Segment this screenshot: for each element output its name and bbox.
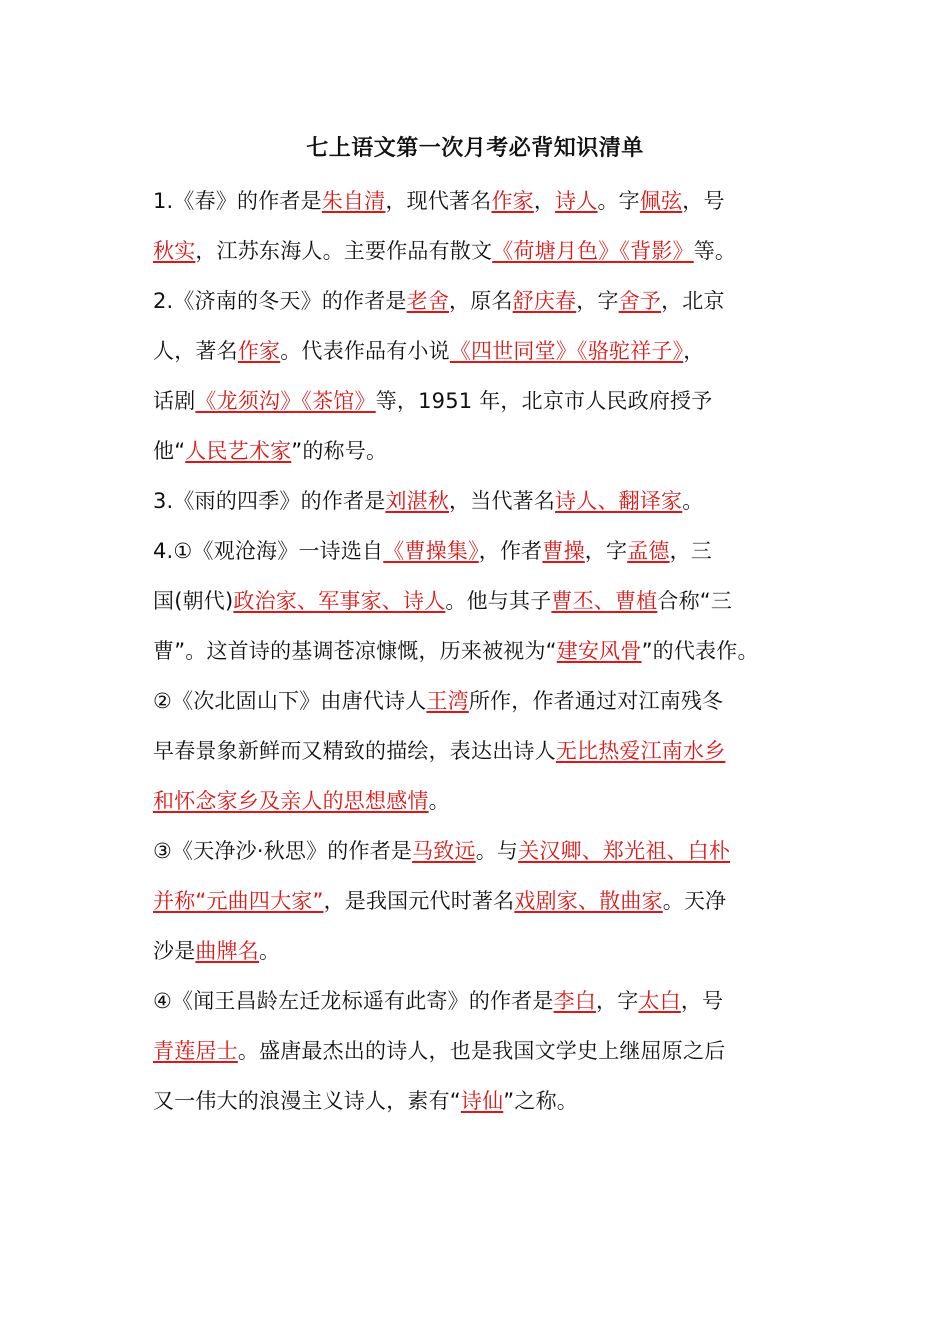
answer-text: 《四世同堂》《骆驼祥子》 <box>449 339 684 363</box>
body-text: 。 <box>259 939 281 963</box>
answer-text: 曹操 <box>542 539 585 563</box>
text-line <box>153 176 813 226</box>
body-text: ，原名 <box>449 289 513 313</box>
body-text: ，北京 <box>661 289 725 313</box>
body-text: ②《次北固山下》由唐代诗人 <box>153 689 427 713</box>
document-title: 七上语文第一次月考必背知识清单 <box>306 136 644 161</box>
answer-text: 诗人 <box>555 189 598 213</box>
body-text: ， <box>533 189 556 213</box>
text-line <box>153 1026 813 1076</box>
answer-text: 《荷塘月色》《背影》 <box>492 239 694 263</box>
text-line <box>153 226 813 276</box>
answer-text: 政治家、军事家、诗人 <box>233 589 446 613</box>
text-line <box>153 426 813 476</box>
body-text: 话剧 <box>153 389 196 413</box>
body-text: 国(朝代) <box>153 589 234 613</box>
answer-text: 和怀念家乡及亲人的思想感情 <box>153 789 429 813</box>
answer-text: 王湾 <box>426 689 469 713</box>
text-line <box>153 576 813 626</box>
answer-text: 老舍 <box>406 289 450 313</box>
body-text: ，现代著名 <box>385 189 492 213</box>
body-text: ”的代表作。 <box>641 639 759 663</box>
text-line <box>153 726 813 776</box>
body-text: 。盛唐最杰出的诗人，也是我国文学史上继屈原之后 <box>237 1039 726 1063</box>
text-line <box>153 276 813 326</box>
body-text: ，江苏东海人。主要作品有散文 <box>195 239 493 263</box>
answer-text: 无比热爱江南水乡 <box>555 739 726 763</box>
body-text: 3.《雨的四季》的作者是 <box>153 489 386 513</box>
body-text: 。天净 <box>662 889 727 913</box>
answer-text: 佩弦 <box>639 189 683 213</box>
text-line <box>153 526 813 576</box>
body-text: ，号 <box>680 989 724 1013</box>
body-text: ，字 <box>576 289 619 313</box>
answer-text: 马致远 <box>412 839 476 863</box>
body-text: ”的称号。 <box>291 439 388 463</box>
answer-text: 建安风骨 <box>556 639 642 663</box>
body-text: ，当代著名 <box>449 489 556 513</box>
answer-text: 青莲居士 <box>153 1039 238 1063</box>
text-line <box>153 326 813 376</box>
text-line <box>153 376 813 426</box>
body-text: 所作，作者通过对江南残冬 <box>468 689 724 713</box>
body-text: 等。 <box>693 239 737 263</box>
body-text: ，三 <box>669 539 712 563</box>
body-text: 4.①《观沧海》一诗选自 <box>153 539 384 563</box>
answer-text: 人民艺术家 <box>185 439 292 463</box>
answer-text: 舍予 <box>618 289 662 313</box>
body-text: 。 <box>682 489 704 513</box>
body-text: ③《天净沙·秋思》的作者是 <box>153 839 413 863</box>
answer-text: 作家 <box>491 189 534 213</box>
body-text: 他“ <box>153 439 186 463</box>
body-text: 。字 <box>597 189 640 213</box>
body-text: 。 <box>428 789 450 813</box>
text-line <box>153 826 813 876</box>
answer-text: 《曹操集》 <box>383 539 479 563</box>
body-text: 2.《济南的冬天》的作者是 <box>153 289 407 313</box>
body-text: 早春景象新鲜而又精致的描绘，表达出诗人 <box>153 739 556 763</box>
body-text: 。代表作品有小说 <box>280 339 450 363</box>
answer-text: 并称“元曲四大家” <box>153 889 324 913</box>
body-text: ，字 <box>596 989 639 1013</box>
body-text: 曹”。这首诗的基调苍凉慷慨，历来被视为“ <box>153 639 557 663</box>
answer-text: 舒庆春 <box>512 289 577 313</box>
answer-text: 朱自清 <box>321 189 386 213</box>
text-line <box>153 776 813 826</box>
answer-text: 戏剧家、散曲家 <box>514 889 663 913</box>
body-text: ④《闻王昌龄左迁龙标遥有此寄》的作者是 <box>153 989 554 1013</box>
answer-text: 孟德 <box>627 539 670 563</box>
answer-text: 刘湛秋 <box>385 489 450 513</box>
body-text: ，是我国元代时著名 <box>323 889 515 913</box>
text-line <box>153 1076 813 1126</box>
body-text: 。他与其子 <box>445 589 552 613</box>
answer-text: 曲牌名 <box>195 939 260 963</box>
answer-text: 秋实 <box>153 239 196 263</box>
body-text: 沙是 <box>153 939 196 963</box>
text-line <box>153 676 813 726</box>
body-text: ， <box>683 339 705 363</box>
answer-text: 诗仙 <box>460 1089 504 1113</box>
answer-text: 《龙须沟》《茶馆》 <box>195 389 376 413</box>
body-text: 1.《春》的作者是 <box>153 189 322 213</box>
body-text: ，作者 <box>478 539 543 563</box>
text-line <box>153 626 813 676</box>
answer-text: 曹丕、曹植 <box>551 589 658 613</box>
text-line <box>153 976 813 1026</box>
answer-text: 作家 <box>237 339 281 363</box>
body-text: 合称“三 <box>657 589 733 613</box>
text-line <box>153 926 813 976</box>
body-text: 人，著名 <box>153 339 238 363</box>
body-text: 又一伟大的浪漫主义诗人，素有“ <box>153 1089 461 1113</box>
answer-text: 关汉卿、郑光祖、白朴 <box>518 839 731 863</box>
body-text: ，号 <box>682 189 725 213</box>
answer-text: 诗人、翻译家 <box>555 489 683 513</box>
body-text: 。与 <box>475 839 519 863</box>
document-body <box>153 176 813 1126</box>
body-text: ，字 <box>584 539 628 563</box>
text-line <box>153 476 813 526</box>
answer-text: 太白 <box>638 989 681 1013</box>
answer-text: 李白 <box>553 989 597 1013</box>
text-line <box>153 876 813 926</box>
body-text: 等，1951 年，北京市人民政府授予 <box>375 389 713 413</box>
body-text: ”之称。 <box>503 1089 578 1113</box>
